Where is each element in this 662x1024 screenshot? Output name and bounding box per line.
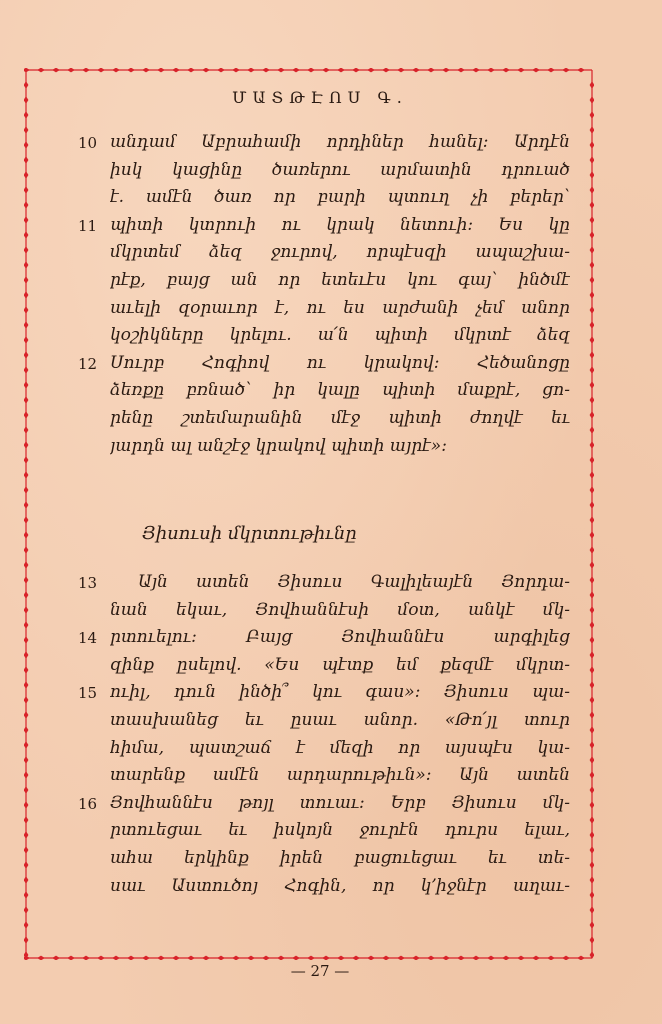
- text-line: Այն ատեն Յիսուս Գալիլեայէն Յորդա-: [138, 572, 570, 592]
- running-header: ՄԱՏԹԷՈՍ Գ.: [232, 88, 408, 107]
- text-line: անդամ Աբրահամի որդիներ հանել: Արդէն: [110, 132, 570, 152]
- page-number: — 27 —: [290, 962, 350, 980]
- text-line: մկրտեմ ձեզ ջուրով, որպէսզի ապաշխա-: [110, 242, 570, 263]
- text-line: ձեռքը բռնած՝ իր կալը պիտի մաքրէ, ցո-: [110, 380, 570, 401]
- text-line: աւելի զօրաւոր է, ու ես արժանի չեմ անոր: [110, 297, 570, 318]
- section-heading: Յիսուսի մկրտութիւնը: [142, 523, 357, 544]
- text-line: րտուելու: Բայց Յովհաննէս արգիլեց: [110, 627, 570, 648]
- verse-number: 11: [78, 216, 98, 235]
- text-line: տասխանեց եւ ըսաւ անոր. «Թո՛յլ տուր: [110, 710, 570, 730]
- text-line: ահա երկինք իրեն բացուեցաւ եւ տե-: [110, 848, 570, 868]
- verse-number: 14: [78, 629, 98, 648]
- text-line: իսկ կացինը ծառերու արմատին դրուած: [110, 159, 570, 180]
- verse-number: 13: [78, 574, 98, 592]
- text-line: Սուրբ Հոգիով ու կրակով: Հեծանոցը: [110, 352, 570, 373]
- text-line: րէք, բայց ան որ ետեւէս կու գայ՝ ինծմէ: [110, 270, 570, 290]
- text-line: րենը շտեմարանին մէջ պիտի ժողվէ եւ: [110, 408, 570, 428]
- verse-number: 15: [78, 684, 98, 703]
- text-line: յարդն ալ անշէջ կրակով պիտի այրէ»:: [110, 435, 447, 456]
- text-line: զինք ըսելով. «Ես պէտք եմ քեզմէ մկրտ-: [110, 654, 570, 675]
- text-line: տարենք ամէն արդարութիւն»: Այն ատեն: [110, 765, 570, 786]
- verse-number: 16: [78, 794, 98, 813]
- text-line: սաւ Աստուծոյ Հոգին, որ կ՚իջնէր աղաւ-: [110, 875, 570, 896]
- text-line: պիտի կտրուի ու կրակ նետուի: Ես կը: [110, 214, 570, 235]
- text-line: Յովհաննէս թոյլ տուաւ: Երբ Յիսուս մկ-: [110, 792, 570, 813]
- text-line: րտուեցաւ եւ իսկոյն ջուրէն դուրս ելաւ,: [110, 820, 570, 841]
- text-line: ուիլ, դուն ինծի՞ կու գաս»: Յիսուս պա-: [110, 682, 570, 703]
- text-line: հիմա, պատշաճ է մեզի որ այսպէս կա-: [110, 737, 570, 758]
- text-line: նան եկաւ, Յովհաննէսի մօտ, անկէ մկ-: [110, 599, 570, 620]
- text-line: կօշիկները կրելու. ա՛ն պիտի մկրտէ ձեզ: [110, 325, 570, 346]
- verse-number: 12: [78, 354, 98, 373]
- verse-number: 10: [78, 134, 98, 152]
- text-line: է. ամէն ծառ որ բարի պտուղ չի բերեր՝: [110, 187, 570, 208]
